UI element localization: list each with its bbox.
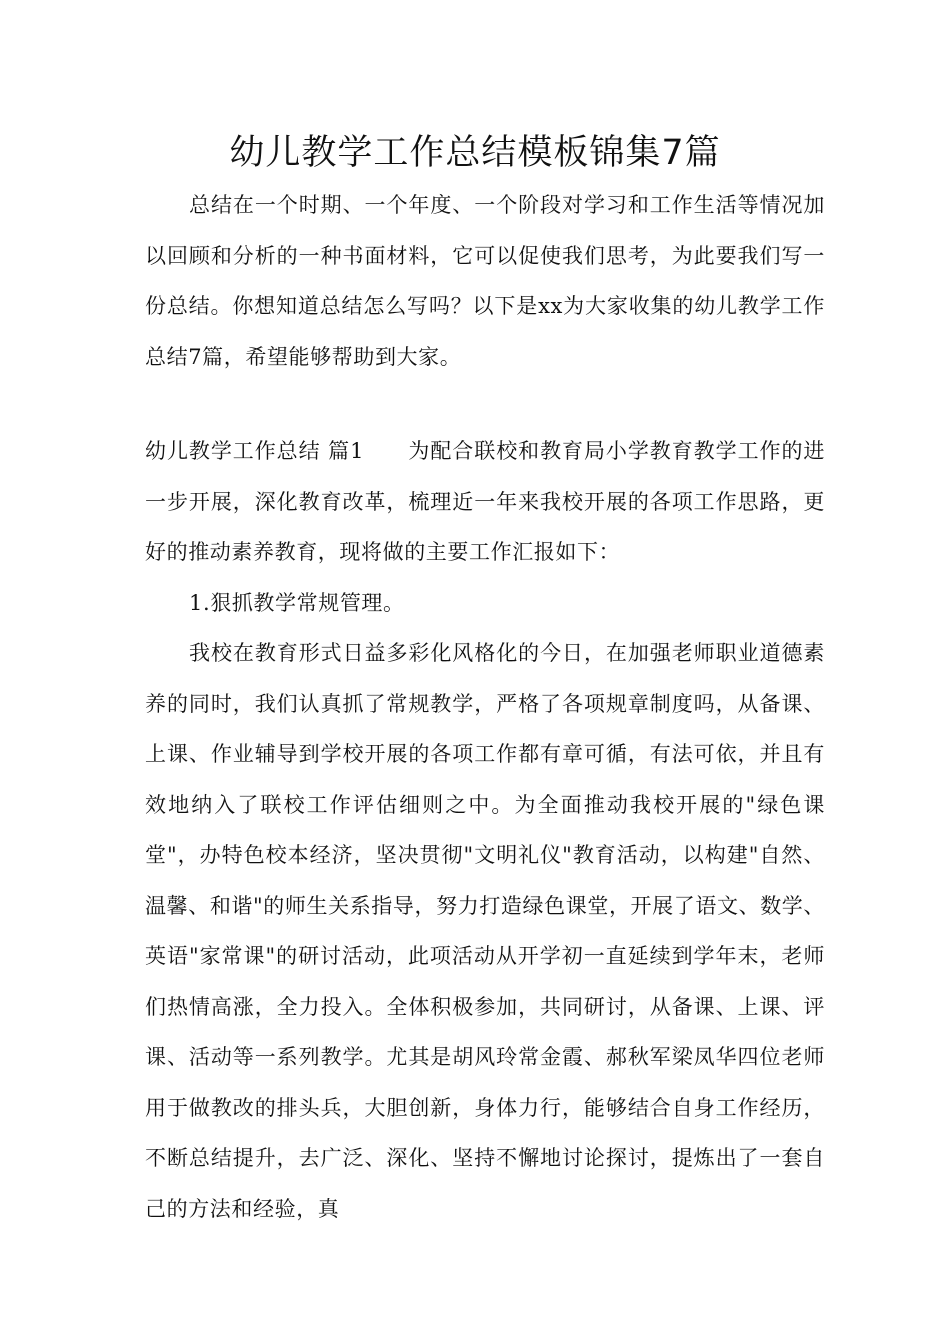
section-1-item-1: 1.狠抓教学常规管理。	[189, 590, 405, 615]
section-1-heading: 幼儿教学工作总结 篇1	[145, 439, 365, 463]
document-title: 幼儿教学工作总结模板锦集7篇	[229, 133, 721, 173]
section-1-paragraph-2: 我校在教育形式日益多彩化风格化的今日，在加强老师职业道德素养的同时，我们认真抓了常规教学，严格了各项规章制度吗，从备课、上课、作业辅导到学校开展的各项工作都有章可循，有法可依，并且有效地纳入了联校工作评估细则之中。为全面推动我校开展的"绿色课堂"，办特色校本经济，坚决贯彻"文明礼仪"教育活动，以构建"自然、温馨、和谐"的师生关系指导，努力打造绿色课堂，开展了语文、数学、英语"家常课"的研讨活动，此项活动从开学初一直延续到学年末，老师们热情高涨，全力投入。全体积极参加，共同研讨，从备课、上课、评课、活动等一系列教学。尤其是胡风玲常金霞、郝秋军梁凤华四位老师用于做教改的排头兵，大胆创新，身体力行，能够结合自身工作经历，不断总结提升，去广泛、深化、坚持不懈地讨论探讨，提炼出了一套自己的方法和经验，真	[145, 641, 825, 1221]
section-1	[145, 426, 825, 1234]
intro-paragraph: 总结在一个时期、一个年度、一个阶段对学习和工作生活等情况加以回顾和分析的一种书面材料，它可以促使我们思考，为此要我们写一份总结。你想知道总结怎么写吗？以下是xx为大家收集的幼儿教学工作总结7篇，希望能够帮助到大家。	[145, 193, 825, 369]
section-1-paragraph-1: 为配合联校和教育局小学教育教学工作的进一步开展，深化教育改革，梳理近一年来我校开展的各项工作思路，更好的推动素养教育，现将做的主要工作汇报如下：	[145, 439, 825, 564]
section-1-opening	[145, 426, 825, 578]
